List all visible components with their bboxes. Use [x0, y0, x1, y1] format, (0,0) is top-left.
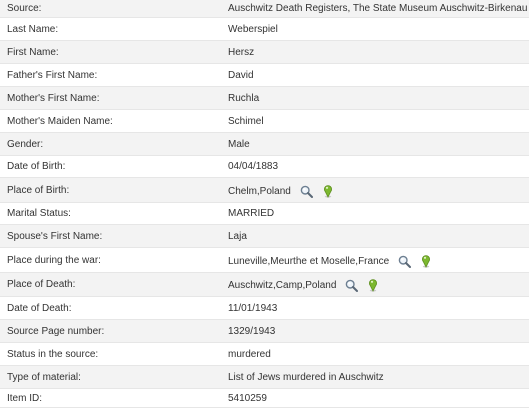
field-value-gender	[228, 139, 250, 150]
field-label-spouses-first-name: Spouse's First Name:	[7, 231, 103, 242]
field-label-date-of-death: Date of Death:	[7, 303, 72, 314]
field-value-place-of-death	[228, 278, 379, 292]
field-value-text: Laja	[228, 231, 247, 242]
field-value-text: 11/01/1943	[228, 303, 278, 314]
field-label-mothers-first-name: Mother's First Name:	[7, 93, 100, 104]
field-value-date-of-birth	[228, 161, 278, 172]
field-value-fathers-first-name	[228, 70, 254, 81]
record-row-spouses-first-name	[0, 225, 529, 248]
field-label-mothers-maiden-name: Mother's Maiden Name:	[7, 116, 113, 127]
record-row-place-of-birth	[0, 178, 529, 203]
field-value-place-of-birth	[228, 184, 334, 198]
record-row-last-name	[0, 18, 529, 41]
field-value-text: 1329/1943	[228, 326, 276, 337]
field-label-last-name: Last Name:	[7, 24, 59, 35]
field-value-text: Auschwitz Death Registers, The State Museum Auschwitz-Birkenau	[228, 3, 528, 14]
field-label-source-page-number: Source Page number:	[7, 326, 105, 337]
field-value-source-page-number	[228, 326, 275, 337]
field-label-type-of-material: Type of material:	[7, 372, 81, 383]
field-value-date-of-death	[228, 303, 277, 314]
record-row-first-name	[0, 41, 529, 64]
field-value-place-during-war	[228, 254, 432, 268]
field-label-marital-status: Marital Status:	[7, 208, 71, 219]
record-row-mothers-first-name	[0, 87, 529, 110]
record-row-date-of-birth	[0, 156, 529, 178]
field-value-text: Luneville,Meurthe et Moselle,France	[228, 255, 390, 267]
map-pin-icon[interactable]	[367, 278, 379, 292]
field-label-first-name: First Name:	[7, 47, 59, 58]
field-label-place-of-death: Place of Death:	[7, 279, 76, 290]
map-pin-icon[interactable]	[420, 254, 432, 268]
record-row-type-of-material	[0, 366, 529, 389]
field-value-last-name	[228, 24, 278, 35]
field-value-text: David	[228, 70, 254, 81]
field-value-text: Schimel	[228, 116, 264, 127]
field-value-mothers-maiden-name	[228, 116, 264, 127]
record-row-mothers-maiden-name	[0, 110, 529, 133]
record-row-item-id	[0, 389, 529, 408]
field-value-item-id	[228, 393, 267, 404]
field-value-text: MARRIED	[228, 208, 275, 219]
field-value-status-in-source	[228, 349, 271, 360]
record-row-source-page-number	[0, 320, 529, 343]
field-label-status-in-source: Status in the source:	[7, 349, 99, 360]
field-value-marital-status	[228, 208, 274, 219]
field-value-text: Male	[228, 139, 250, 150]
field-value-text: Chelm,Poland	[228, 185, 291, 197]
magnifier-icon[interactable]	[300, 185, 313, 198]
magnifier-icon[interactable]	[345, 279, 358, 292]
field-value-spouses-first-name	[228, 231, 247, 242]
field-label-date-of-birth: Date of Birth:	[7, 161, 66, 172]
field-value-text: Auschwitz,Camp,Poland	[228, 279, 337, 291]
field-value-source	[228, 3, 527, 14]
record-row-source	[0, 0, 529, 18]
field-label-place-of-birth: Place of Birth:	[7, 185, 70, 196]
field-value-type-of-material	[228, 372, 384, 383]
field-value-text: Ruchla	[228, 93, 260, 104]
field-label-fathers-first-name: Father's First Name:	[7, 70, 98, 81]
record-row-gender	[0, 133, 529, 156]
field-value-text: List of Jews murdered in Auschwitz	[228, 372, 384, 383]
record-row-place-during-war	[0, 248, 529, 273]
record-row-date-of-death	[0, 297, 529, 320]
field-label-item-id: Item ID:	[7, 393, 43, 404]
field-value-text: Weberspiel	[228, 24, 278, 35]
field-value-text: Hersz	[228, 47, 255, 58]
magnifier-icon[interactable]	[398, 255, 411, 268]
record-row-marital-status	[0, 203, 529, 225]
field-value-text: 04/04/1883	[228, 161, 279, 172]
record-row-fathers-first-name	[0, 64, 529, 87]
field-label-place-during-war: Place during the war:	[7, 255, 101, 266]
field-value-first-name	[228, 47, 254, 58]
map-pin-icon[interactable]	[322, 184, 334, 198]
field-value-text: murdered	[228, 349, 271, 360]
field-value-mothers-first-name	[228, 93, 259, 104]
record-row-place-of-death	[0, 273, 529, 297]
field-label-source: Source:	[7, 3, 42, 14]
record-row-status-in-source	[0, 343, 529, 366]
field-label-gender: Gender:	[7, 139, 44, 150]
field-value-text: 5410259	[228, 393, 267, 404]
